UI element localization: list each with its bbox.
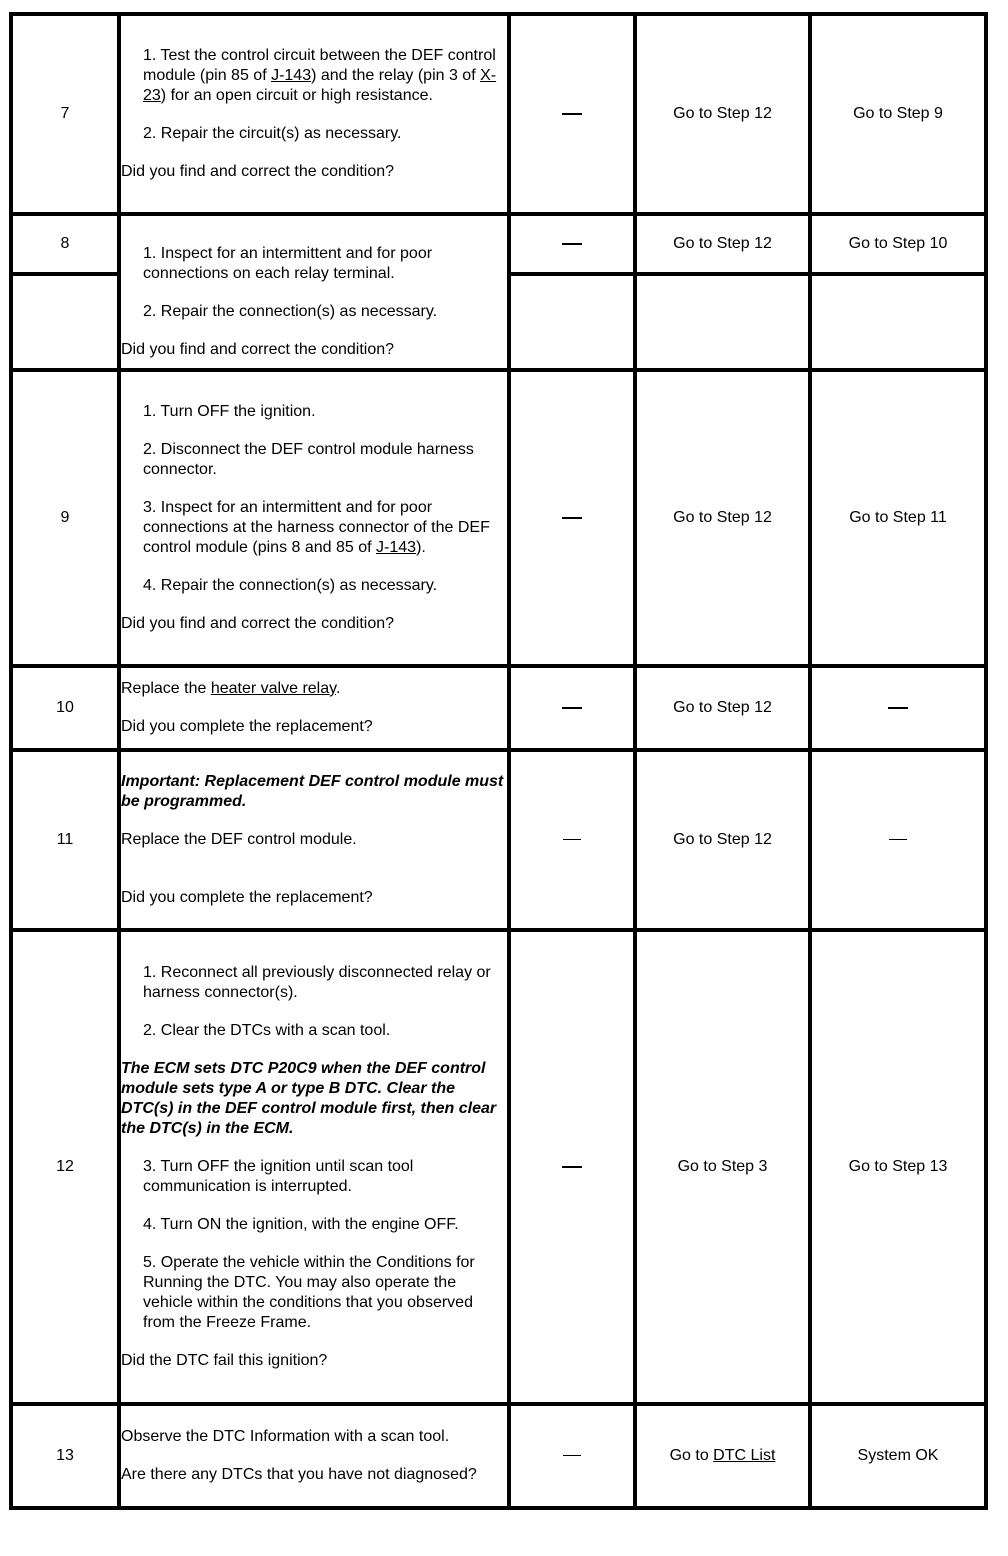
action-item: 4. Turn ON the ignition, with the engine OFF.: [143, 1216, 459, 1233]
dash: [562, 243, 582, 245]
question-text: Did you complete the replacement?: [121, 889, 373, 906]
value-cell: [509, 666, 635, 750]
important-note: Important: Replacement DEF control module must be programmed.: [121, 773, 504, 810]
step-number: 8: [11, 214, 119, 274]
diagnostic-table: [9, 12, 988, 1510]
link-dtc-list[interactable]: DTC List: [713, 1447, 776, 1464]
yes-cell: Go to Step 12: [635, 666, 810, 750]
question-text: Did you complete the replacement?: [121, 718, 373, 735]
yes-cell: Go to Step 3: [635, 930, 810, 1404]
dash: [563, 1455, 581, 1456]
action-item: 5. Operate the vehicle within the Conditions for Running the DTC. You may also operate the vehicle within the conditions that you observed from the Freeze Frame.: [143, 1254, 475, 1331]
empty-cell: [635, 274, 810, 370]
action-item: 1. Inspect for an intermittent and for poor connections on each relay terminal.: [143, 245, 433, 282]
question-text: Did you find and correct the condition?: [121, 341, 395, 358]
no-cell: [810, 750, 986, 930]
yes-cell: Go to Step 12: [635, 370, 810, 666]
no-cell: System OK: [810, 1404, 986, 1508]
action-cell: [119, 214, 509, 370]
value-cell: [509, 214, 635, 274]
step-number: 12: [11, 930, 119, 1404]
value-cell: [509, 14, 635, 214]
empty-cell: [509, 274, 635, 370]
no-cell: Go to Step 13: [810, 930, 986, 1404]
table-row: [11, 14, 986, 214]
link-x23[interactable]: X-23: [143, 67, 497, 104]
action-item: 2. Repair the connection(s) as necessary.: [143, 303, 438, 320]
dash: [562, 517, 582, 519]
dash: [562, 1166, 582, 1168]
dash: [888, 707, 908, 709]
yes-cell: Go to Step 12: [635, 214, 810, 274]
empty-cell: [810, 274, 986, 370]
dash: [562, 707, 582, 709]
action-cell: [119, 1404, 509, 1508]
value-cell: [509, 750, 635, 930]
table-row: [11, 370, 986, 666]
no-cell: [810, 666, 986, 750]
table-row: [11, 214, 986, 274]
step-number: 13: [11, 1404, 119, 1508]
no-cell: Go to Step 9: [810, 14, 986, 214]
dash: [562, 113, 582, 115]
dash: [563, 839, 581, 840]
table-row: [11, 930, 986, 1404]
yes-cell: Go to Step 12: [635, 750, 810, 930]
table-row: [11, 1404, 986, 1508]
table-row: [11, 666, 986, 750]
value-cell: [509, 930, 635, 1404]
step-number: 9: [11, 370, 119, 666]
action-item: 3. Inspect for an intermittent and for poor connections at the harness connector of the DEF control module (pins 8 and 85 of J-143).: [143, 499, 490, 556]
question-text: Did you find and correct the condition?: [121, 163, 395, 180]
action-item: 2. Clear the DTCs with a scan tool.: [143, 1022, 391, 1039]
action-cell: [119, 14, 509, 214]
action-item: 1. Turn OFF the ignition.: [143, 403, 316, 420]
action-line: Replace the DEF control module.: [121, 831, 357, 848]
yes-cell: Go to DTC List: [635, 1404, 810, 1508]
action-item: 3. Turn OFF the ignition until scan tool communication is interrupted.: [143, 1158, 414, 1195]
question-text: Did you find and correct the condition?: [121, 615, 395, 632]
step-number: 11: [11, 750, 119, 930]
step-number: 7: [11, 14, 119, 214]
question-text: Did the DTC fail this ignition?: [121, 1352, 328, 1369]
action-item: 2. Repair the circuit(s) as necessary.: [143, 125, 402, 142]
important-note: The ECM sets DTC P20C9 when the DEF control module sets type A or type B DTC. Clear the DTC(s) in the DEF control module first, then clear the DTC(s) in the ECM.: [121, 1060, 497, 1137]
link-j143[interactable]: J-143: [376, 539, 417, 556]
action-item: 2. Disconnect the DEF control module harness connector.: [143, 441, 474, 478]
action-cell: [119, 750, 509, 930]
dash: [889, 839, 907, 840]
action-item: 1. Test the control circuit between the DEF control module (pin 85 of J-143) and the relay (pin 3 of X-23) for an open circuit or high resistance.: [143, 47, 497, 104]
action-cell: [119, 930, 509, 1404]
empty-cell: [11, 274, 119, 370]
action-cell: [119, 370, 509, 666]
step-number: 10: [11, 666, 119, 750]
link-heater-valve-relay[interactable]: heater valve relay: [210, 680, 336, 697]
action-item: 1. Reconnect all previously disconnected relay or harness connector(s).: [143, 964, 491, 1001]
action-cell: [119, 666, 509, 750]
action-item: 4. Repair the connection(s) as necessary.: [143, 577, 438, 594]
no-cell: Go to Step 11: [810, 370, 986, 666]
value-cell: [509, 1404, 635, 1508]
question-text: Are there any DTCs that you have not diagnosed?: [121, 1466, 477, 1483]
no-cell: Go to Step 10: [810, 214, 986, 274]
link-j143[interactable]: J-143: [271, 67, 312, 84]
yes-cell: Go to Step 12: [635, 14, 810, 214]
table-row: [11, 750, 986, 930]
action-line: Replace the heater valve relay.: [121, 680, 341, 697]
action-line: Observe the DTC Information with a scan tool.: [121, 1428, 450, 1445]
value-cell: [509, 370, 635, 666]
